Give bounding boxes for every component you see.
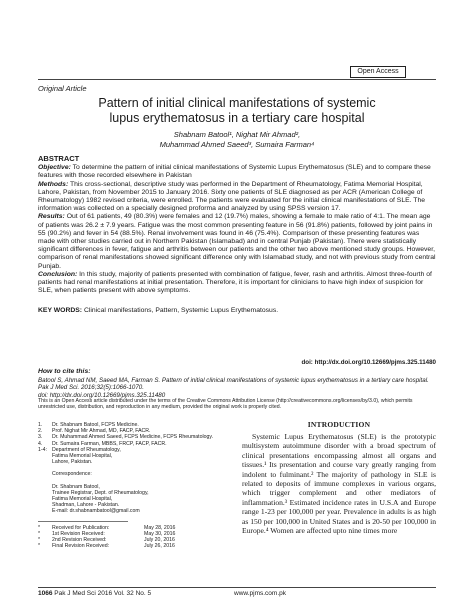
introduction-heading: INTRODUCTION	[307, 420, 371, 429]
date-bullet: *	[38, 530, 41, 537]
citation-doi[interactable]: doi: http://dx.doi.org/10.12669/pjms.325.11480	[38, 391, 166, 399]
citation-heading: How to cite this:	[38, 368, 91, 375]
top-rule	[38, 79, 436, 80]
authors-line: Muhammad Ahmed Saeed³, Sumaira Farman⁴	[159, 140, 315, 149]
objective-text: To determine the pattern of initial clinical manifestations of Systemic Lupus Erythematosus (SLE) and to compare these features with those recorded elsewhere in Pakistan	[38, 164, 431, 180]
introduction-text: Systemic Lupus Erythematosus (SLE) is the prototypic multisystem autoimmune disorder with a broad spectrum of clinical presentations encompassing almost all organs and tissues.¹ Its presentation and course vary greatly ranging from indolent to fulminant.² The majority of pathology in SLE is related to deposits of immune complexes in various organs, which trigger complement and other mediators of inflammation.³ Estimated incidence rates in U.S.A and Europe range 1-23 per 100,000 per year. Prevalence in adults is as high as 150 per 100,000 in United States and is 20-50 per 100,000 in Europe.⁴ Women are affected upto nine times more	[242, 432, 436, 536]
correspondence-line: Shadman, Lahore - Pakistan.	[52, 502, 120, 509]
results-text: Out of 61 patients, 49 (80.3%) were females and 12 (19.7%) males, showing a female to male ratio of 4:1. The mean age of patients was 26.2 ± 7.9 years. Fatigue was the most common presenting feature in 56 (91.8%) patients, followed by joint pains in 55 (90.2%) and fever in 54 (88.5%). Renal involvement was found in 46 (75.4%). Comparison of these presenting features was made with other studies carried out in Northern Pakistan (Islamabad) and in central Punjab (Pakistan). There were statistically significant differences in fever, fatigue and arthritis between our patients and the other two above mentioned study groups. However, comparison of renal manifestations showed significant difference only with Islamabad study, and not with previous study from central Punjab.	[38, 213, 436, 270]
date-value: May 28, 2016	[144, 524, 176, 531]
date-bullet: *	[38, 537, 41, 544]
date-label: Received for Publication:	[52, 524, 110, 531]
correspondence-line: Fatima Memorial Hospital,	[52, 496, 113, 503]
date-label: Final Revision Received:	[52, 543, 110, 550]
results-label: Results:	[38, 213, 65, 221]
affiliation-text: Dr. Shabnam Batool, FCPS Medicine.	[52, 422, 139, 428]
article-type: Original Article	[38, 84, 87, 93]
affiliation-extra: Lahore, Pakistan.	[52, 459, 93, 466]
citation-text: Batool S, Ahmad NM, Saeed MA, Farman S. Pattern of initial clinical manifestations of systemic lupus erythematosus in a tertiary care hospital. Pak J Med Sci. 2016;32(5):1066-1070.	[38, 377, 429, 392]
date-label: 2nd Revision Received:	[52, 537, 107, 544]
affiliation-num: 1-4:	[38, 446, 47, 453]
open-access-badge: Open Access	[350, 66, 406, 78]
title-line: lupus erythematosus in a tertiary care hospital	[109, 111, 365, 125]
date-bullet: *	[38, 543, 41, 550]
objective-label: Objective:	[38, 164, 71, 172]
abstract-objective	[38, 164, 436, 180]
date-value: May 30, 2016	[144, 530, 176, 537]
date-label: 1st Revision Received:	[52, 530, 105, 537]
authors-line: Shabnam Batool¹, Nighat Mir Ahmad²,	[173, 130, 301, 139]
license-text: This is an Open Access article distributed under the terms of the Creative Commons Attribution License (http://creativecommons.org/licenses/by/3.0), which permits unrestricted use, distribution, and reproduction in any medium, provided the original work is properly cited.	[38, 398, 413, 411]
journal-info: Pak J Med Sci 2016 Vol. 32 No. 5	[54, 590, 152, 597]
correspondence-email[interactable]: E-mail: dr.shabnambatool@gmail.com	[52, 508, 140, 515]
abstract-section	[38, 155, 436, 316]
affiliation-text: Prof. Nighat Mir Ahmad, MD, FACP, FACR.	[52, 428, 151, 435]
date-row	[38, 543, 233, 549]
affiliation-num: 2.	[38, 428, 43, 435]
title-line: Pattern of initial clinical manifestations of systemic	[98, 96, 376, 110]
doi-link[interactable]: doi: http://dx.doi.org/10.12669/pjms.325.11480	[301, 359, 436, 366]
affiliation-num: 3.	[38, 434, 43, 441]
page-footer	[38, 590, 436, 597]
keywords	[38, 307, 436, 315]
conclusion-label: Conclusion:	[38, 270, 78, 278]
article-title	[60, 96, 414, 126]
citation	[38, 377, 436, 399]
affiliation-text: Department of Rheumatology,	[52, 446, 121, 453]
affiliations-block	[38, 422, 233, 549]
keywords-text: Clinical manifestations, Pattern, Systemic Lupus Erythematosus.	[82, 307, 279, 315]
correspondence-label: Correspondence:	[52, 471, 92, 478]
correspondence-line: Dr. Shabnam Batool,	[52, 483, 100, 490]
conclusion-text: In this study, majority of patients presented with combination of fatigue, fever, rash and arthritis. Almost three-fourth of patients had renal manifestations at initial presentation. Therefore, it is important for clinicians to have high index of suspicion for SLE, when patients present with above symptoms.	[38, 270, 432, 295]
introduction-section	[242, 420, 436, 535]
date-value: July 20, 2016	[144, 537, 175, 544]
footer-rule	[38, 587, 436, 588]
date-bullet: *	[38, 524, 41, 531]
author-list	[60, 130, 414, 150]
dates-rule	[38, 521, 128, 522]
abstract-results	[38, 213, 436, 270]
affiliation-extra: Fatima Memorial Hospital,	[52, 453, 113, 460]
affiliation-text: Dr. Sumaira Farman, MBBS, FRCP, FACP, FACR.	[52, 440, 167, 447]
abstract-methods	[38, 181, 436, 214]
affiliation-num: 1.	[38, 422, 43, 428]
abstract-conclusion	[38, 271, 436, 296]
methods-label: Methods:	[38, 180, 69, 188]
methods-text: This cross-sectional, descriptive study was performed in the Department of Rheumatology, Fatima Memorial Hospital, Lahore, Pakistan, from November 2015 to January 2016. Sixty one patients of SLE diagnosed as per ACR (American College of Rheumatology) 1982 revised criteria, were enrolled. The patients were evaluated for the initial clinical manifestations of SLE. The information was collected on a specially designed proforma and analyzed by using SPSS version 17.	[38, 180, 426, 213]
journal-website[interactable]: www.pjms.com.pk	[234, 590, 287, 597]
date-value: July 26, 2016	[144, 543, 175, 550]
abstract-heading: ABSTRACT	[38, 154, 80, 163]
affiliation-text: Dr. Muhammad Ahmed Saeed, FCPS Medicine, FCPS Rheumatology.	[52, 434, 214, 441]
page-number: 1066	[38, 590, 53, 597]
dates-block	[38, 521, 233, 550]
affiliation-num: 4.	[38, 440, 43, 447]
keywords-label: KEY WORDS:	[38, 307, 83, 315]
correspondence-line: Trainee Registrar, Dept. of Rheumatology,	[52, 489, 149, 496]
